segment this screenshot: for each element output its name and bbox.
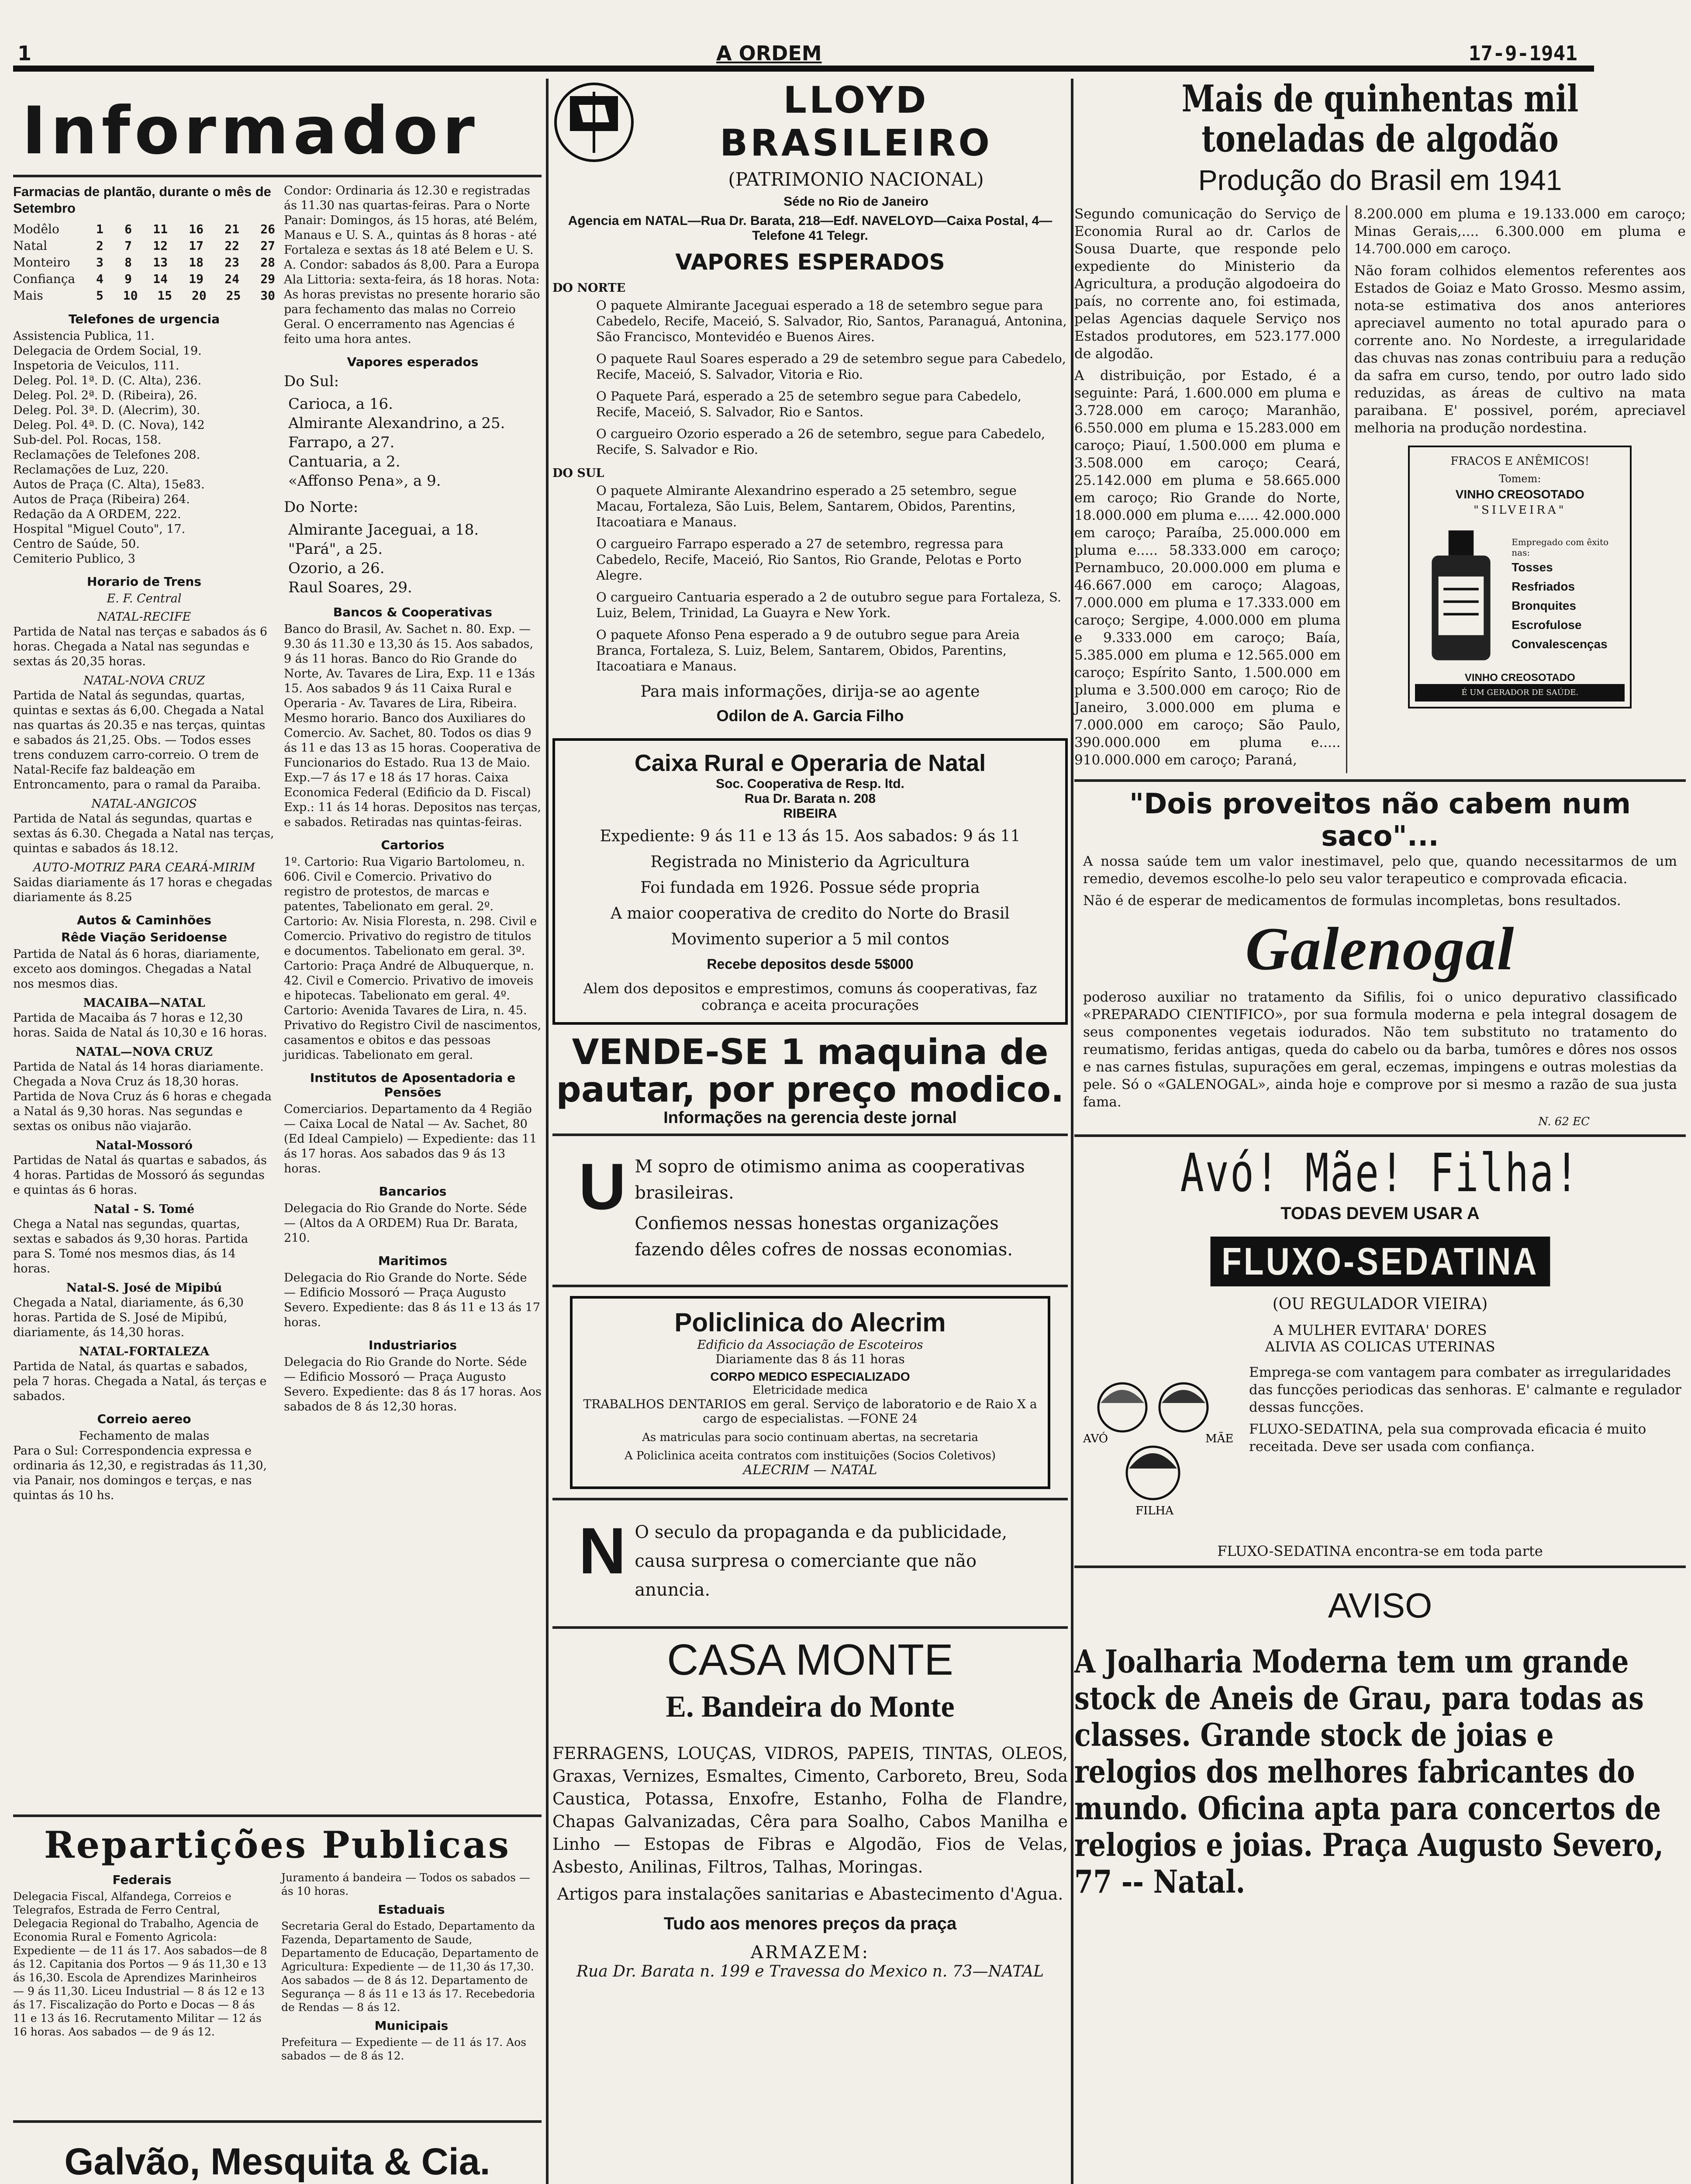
rule (552, 1626, 1068, 1629)
algodao-article (1074, 79, 1686, 197)
algodao-right (1354, 205, 1686, 773)
lloyd-header (552, 79, 1068, 209)
creosotado-item: Tosses (1512, 560, 1553, 574)
newspaper-name: A ORDEM (716, 41, 822, 65)
fluxo-l1: A MULHER EVITARA' DORES (1273, 1322, 1487, 1338)
casa-sub: E. Bandeira do Monte (666, 1690, 955, 1724)
lloyd-sul-ship: O paquete Almirante Alexandrino esperado a 25 setembro, segue Macau, Fortaleza, São Luis, Belem, Santarem, Obidos, Parentins, Itacoatiara e Manaus. (596, 483, 1017, 529)
phone-entry: Centro de Saúde, 50. (13, 537, 140, 551)
lloyd-agency: Agencia em NATAL—Rua Dr. Barata, 218—Edf. NAVELOYD—Caixa Postal, 4—Telefone 41 Telegr. (568, 214, 1053, 243)
algodao-body (1074, 205, 1686, 773)
pharmacy-days (96, 238, 275, 254)
phone-entry: Reclamações de Telefones 208. (13, 448, 200, 462)
phone-entry: Inspetoria de Veiculos, 111. (13, 359, 179, 373)
pharmacy-row (13, 221, 275, 238)
policlinica-l4: Eletricidade medica (752, 1384, 868, 1397)
creosotado-item: Escrofulose (1512, 618, 1582, 632)
casa-text2: Artigos para instalações sanitarias e Abastecimento d'Agua. (557, 1884, 1063, 1904)
pharmacy-day: 10 (123, 288, 138, 303)
casa-text: FERRAGENS, LOUÇAS, VIDROS, PAPEIS, TINTAS, OLEOS, Graxas, Vernizes, Esmaltes, Cimento, Carboreto, Breu, Soda Caustica, Potassa, Enxofre, Estanho, Folha de Flandre, Chapas Galvanizadas, Cêra para Soalho, Cabos Manilha e Linho — Estopas de Fibras e Algodão, Fios de Velas, Asbesto, Anilinas, Filtros, Talhas, Moringas. (552, 1744, 1068, 1876)
phone-entry: Deleg. Pol. 2ª. D. (Ribeira), 26. (13, 389, 197, 402)
norte-item: Almirante Jaceguai, a 18. (288, 521, 479, 539)
galenogal-p2: Não é de esperar de medicamentos de formulas incompletas, bons resultados. (1083, 893, 1621, 909)
sopro-initial: U (579, 1150, 626, 1223)
aviso-ad (1074, 1586, 1686, 1900)
pharmacy-day: 24 (224, 272, 239, 286)
pharmacy-day: 19 (189, 272, 204, 286)
bancarios-text: Delegacia do Rio Grande do Norte. Séde — (Altos da A ORDEM) Rua Dr. Barata, 210. (284, 1202, 527, 1245)
train-group-name: NATAL-RECIFE (97, 610, 191, 624)
sopro-text: M sopro de otimismo anima as cooperativas brasileiras. (635, 1157, 1025, 1203)
mail-text: Para o Sul: Correspondencia expressa e ordinaria ás 12,30, e registradas ás 11,30, via Panair, nos domingos e terças, e nas quintas ás 10 hs. (13, 1444, 267, 1502)
bus-group-text: Partida de Macaiba ás 7 horas e 12,30 horas. Saida de Natal ás 10,30 e 16 horas. (13, 1011, 267, 1040)
algodao-left (1074, 205, 1347, 773)
trains-sub: E. F. Central (107, 592, 182, 605)
train-group-name: NATAL-NOVA CRUZ (83, 674, 205, 688)
bus-group-name: Natal-Mossoró (95, 1139, 193, 1152)
fig-filha-label: FILHA (1135, 1504, 1174, 1517)
rule (552, 1498, 1068, 1500)
policlinica-l2: Diariamente das 8 ás 11 horas (715, 1352, 905, 1366)
header-rule (13, 66, 1594, 72)
lloyd-sul-label: DO SUL (552, 467, 604, 480)
casa-addr: Rua Dr. Barata n. 199 e Travessa do Mexico n. 73—NATAL (576, 1963, 1044, 1980)
estaduais-heading: Estaduais (378, 1902, 445, 1917)
creosotado-items (1512, 558, 1625, 654)
pharmacy-row (13, 287, 275, 304)
pharmacy-day: 13 (153, 255, 168, 270)
train-group-text: Partida de Natal nas terças e sabados ás 6 horas. Chegada a Natal nas segundas e sextas ás 20,35 horas. (13, 625, 268, 668)
bus-group-name: Natal - S. Tomé (93, 1203, 195, 1216)
pharmacy-day: 7 (124, 238, 132, 253)
column-divider (546, 79, 549, 2184)
pharmacy-day: 6 (124, 222, 132, 236)
pharmacy-name: Modêlo (13, 222, 59, 236)
right-column (1074, 79, 1686, 2184)
instituto-heading: Institutos de Aposentadoria e Pensões (310, 1071, 516, 1099)
galenogal-p3: poderoso auxiliar no tratamento da Sifilis, foi o unico depurativo classificado «PREPARADO CIENTIFICO», por sua formula moderna e pela integral dosagem de seus componentes vegetais iodurados. Não tem substituto no tratamento do reumatismo, feridas antigas, queda do cabelo ou da barba, tumôres e dôres nos ossos e nas carnes fistulas, supurações em geral, eczemas, impingens e outras molestias da pele. Só o «GALENOGAL», ainda hoje e comprove por si mesmo a razão de sua justa fama. (1083, 989, 1677, 1110)
reparticoes-title: Repartições Publicas (44, 1823, 511, 1866)
bancarios-heading: Bancarios (379, 1184, 447, 1199)
pharmacy-day: 12 (153, 238, 168, 253)
cartorios-heading: Cartorios (381, 838, 445, 852)
pharmacy-day: 8 (124, 255, 132, 270)
galenogal-ad (1074, 788, 1686, 1128)
pharmacy-days (96, 254, 275, 271)
pharmacy-day: 25 (226, 288, 241, 303)
pharmacy-day: 5 (96, 288, 104, 303)
pharmacy-day: 2 (96, 238, 104, 253)
pharmacy-name: Monteiro (13, 255, 70, 270)
seculo-initial: N (579, 1514, 626, 1587)
galenogal-title: "Dois proveitos não cabem num saco"... (1129, 788, 1631, 853)
aviso-text: A Joalharia Moderna tem um grande stock de Aneis de Grau, para todas as classes. Grande stock de joias e relogios dos melhores fabricantes do mundo. Oficina apta para concertos de relogios e joias. Praça Augusto Severo, 77 -- Natal. (1074, 1643, 1664, 1900)
sul-heading: Do Sul: (284, 373, 339, 390)
pharmacy-day: 29 (260, 272, 275, 286)
galenogal-p1: A nossa saúde tem um valor inestimavel, pelo que, quando necessitarmos de um remedio, devemos escolhe-lo pelo seu valor terapeutico e comprovada eficacia. (1083, 854, 1677, 887)
informador-title: Informador (22, 93, 479, 169)
algodao-p2: A distribuição, por Estado, é a seguinte: Pará, 1.600.000 em pluma e 3.728.000 em caroço; Maranhão, 6.550.000 em pluma e 15.283.000 em caroço; Piauí, 1.500.000 em pluma e 3.508.000 em caroço; Ceará, 25.142.000 em pluma e 58.665.000 em caroço; Rio Grande do Norte, 18.000.000 em pluma e..... 42.000.000 em caroço; Paraíba, 25.000.000 em pluma e..... 58.333.000 em caroço; Pernambuco, 20.000.000 em pluma e 46.667.000 em caroço; Alagoas, 7.000.000 em pluma e 17.333.000 em caroço; Sergipe, 4.000.000 em pluma e 9.333.000 em caroço; Baía, 5.385.000 em pluma e 12.565.000 em caroço; Espírito Santo, 1.500.000 em pluma e 3.500.000 em caroço; Rio de Janeiro, 3.000.000 em pluma e 7.000.000 em caroço; São Paulo, 390.000.000 em pluma e..... 910.000.000 em caroço; Paraná, (1074, 368, 1341, 768)
creosotado-take: Tomem: (1499, 473, 1541, 485)
column-divider (1071, 79, 1073, 2184)
lloyd-sul-list (552, 483, 1068, 674)
instituto-text: Comerciarios. Departamento da 4 Região — Caixa Local de Natal — Av. Sachet, 80 (Ed Ideal Campielo) — Expediente: das 11 ás 17 horas. Aos sabados das 9 ás 13 horas. (284, 1102, 537, 1175)
phone-entry: Reclamações de Luz, 220. (13, 463, 169, 477)
fig-avo-label: AVÓ (1083, 1432, 1108, 1445)
page-number: 1 (17, 41, 32, 65)
phone-entry: Deleg. Pol. 4ª. D. (C. Nova), 142 (13, 418, 205, 432)
caixa-sub1: Soc. Cooperativa de Resp. ltd. (716, 777, 904, 791)
phone-entry: Delegacia de Ordem Social, 19. (13, 344, 202, 358)
pharmacy-day: 4 (96, 272, 104, 286)
vapores-list (284, 372, 542, 597)
lloyd-sul-ship: O paquete Afonso Pena esperado a 9 de outubro segue para Areia Branca, Fortaleza, S. Luiz, Belem, Santarem, Obidos, Parentins, Itacoatiara e Manaus. (596, 627, 1020, 674)
caixa-l2: Foi fundada em 1926. Possue séde propria (640, 879, 980, 897)
maritimos-heading: Maritimos (378, 1254, 448, 1268)
phone-entry: Deleg. Pol. 3ª. D. (Alecrim), 30. (13, 404, 200, 417)
vende-title: VENDE-SE 1 maquina de pautar, por preço modico. (556, 1032, 1064, 1110)
lloyd-seat: Séde no Rio de Janeiro (783, 194, 928, 209)
fluxo-brand: FLUXO-SEDATINA (1210, 1237, 1550, 1286)
lloyd-norte-list (552, 297, 1068, 457)
policlinica-l1: Edificio da Associação de Escoteiros (697, 1337, 923, 1352)
casa-arm: ARMAZEM: (750, 1942, 870, 1963)
lloyd-norte-ship: O cargueiro Ozorio esperado a 26 de setembro, segue para Cabedelo, Recife, S. Salvador e Rio. (596, 426, 1046, 457)
policlinica-ad (570, 1296, 1050, 1489)
rule (552, 1133, 1068, 1136)
buses-text: Partida de Natal ás 6 horas, diariamente, exceto aos domingos. Chegadas a Natal nos mesmos dias. (13, 947, 260, 991)
algodao-subtitle: Produção do Brasil em 1941 (1198, 164, 1562, 196)
lloyd-flag-icon (552, 79, 635, 166)
galvao-ad (13, 2114, 542, 2184)
trains-heading: Horario de Trens (87, 574, 201, 589)
vende-sub: Informações na gerencia deste jornal (663, 1109, 957, 1127)
caixa-ad (552, 738, 1068, 1025)
seculo-ad (579, 1514, 1042, 1609)
norte-item: "Pará", a 25. (288, 540, 383, 558)
train-group-text: Partida de Natal ás segundas, quartas e sextas ás 6.30. Chegada a Natal nas terças, quintas e sabados ás 18.12. (13, 812, 274, 855)
policlinica-l3: CORPO MEDICO ESPECIALIZADO (710, 1370, 910, 1383)
reparticoes-left (13, 1871, 271, 2067)
galenogal-logo: Galenogal (1245, 915, 1515, 983)
caixa-title: Caixa Rural e Operaria de Natal (634, 750, 986, 776)
norte-item: Raul Soares, 29. (288, 579, 412, 596)
norte-list (288, 520, 542, 597)
fig-mae-label: MÃE (1205, 1432, 1234, 1445)
estaduais-text: Secretaria Geral do Estado, Departamento da Fazenda, Departamento de Saude, Departamento de Educação, Departamento de Agricultura: Expediente — de 11,30 ás 17,30. Aos sabados — de 8 ás 12. Departamento de Segurança — 8 ás 11 e 13 ás 17. Recebedoria de Rendas — 8 ás 12. (281, 1920, 539, 2014)
pharmacy-name: Natal (13, 238, 48, 253)
pharmacy-day: 14 (153, 272, 168, 286)
bus-group-text: Chega a Natal nas segundas, quartas, sextas e sabados ás 9,30 horas. Partida para S. Tomé nos mesmos dias, ás 14 horas. (13, 1217, 248, 1275)
pharmacy-day: 21 (224, 222, 239, 236)
informador-right (284, 183, 542, 1419)
mail-sub: Fechamento de malas (79, 1429, 210, 1443)
creosotado-item: Resfriados (1512, 580, 1575, 593)
creosotado-tag: É UM GERADOR DE SAÚDE. (1415, 684, 1625, 702)
lloyd-norte-ship: O paquete Raul Soares esperado a 29 de setembro segue para Cabedelo, Recife, Maceió, S. Salvador, Vitoria e Rio. (596, 351, 1066, 382)
lloyd-sul-ship: O cargueiro Farrapo esperado a 27 de setembro, regressa para Cabedelo, Recife, Maceió, Rio Santos, Rio Grande, Pelotas e Porto Alegre. (596, 536, 1022, 583)
pharmacy-days (96, 271, 275, 287)
casa-monte-ad (552, 1635, 1068, 1980)
page-header (0, 0, 1691, 72)
vende-ad (552, 1033, 1068, 1127)
pharmacy-name: Mais (13, 288, 43, 303)
rule (552, 1285, 1068, 1287)
three-women-illustration-icon (1074, 1364, 1240, 1538)
industriarios-text: Delegacia do Rio Grande do Norte. Séde — Edificio Mossoró — Praça Augusto Severo. Expediente: das 8 ás 17 horas. Aos sabados de 8 ás 12,30 horas. (284, 1355, 542, 1413)
algodao-title: Mais de quinhentas mil toneladas de algodão (1181, 77, 1579, 160)
sul-item: Almirante Alexandrino, a 25. (288, 415, 505, 432)
phone-entry: Cemiterio Publico, 3 (13, 552, 135, 566)
municipais-heading: Municipais (374, 2018, 449, 2033)
pharmacy-table (13, 221, 275, 304)
lloyd-info: Para mais informações, dirija-se ao agente (640, 683, 980, 701)
lloyd-norte-label: DO NORTE (552, 281, 626, 295)
pharmacy-day: 15 (157, 288, 173, 303)
caixa-l4: Movimento superior a 5 mil contos (671, 930, 949, 948)
phone-entry: Redação da A ORDEM, 222. (13, 508, 181, 521)
rule (1074, 779, 1686, 782)
phone-entry: Autos de Praça (C. Alta), 15e83. (13, 478, 205, 491)
creosotado-bottom: VINHO CREOSOTADO (1464, 672, 1575, 684)
pharmacy-day: 11 (153, 222, 168, 236)
rule (13, 175, 542, 177)
fluxo-l2: ALIVIA AS COLICAS UTERINAS (1265, 1338, 1495, 1355)
caixa-sub3: RIBEIRA (783, 806, 837, 821)
pharmacy-row (13, 238, 275, 254)
mail-heading: Correio aereo (97, 1412, 191, 1426)
norte-item: Ozorio, a 26. (288, 560, 385, 577)
bus-group-text: Partida de Natal ás 14 horas diariamente. Chegada a Nova Cruz ás 18,30 horas. Partida de Nova Cruz ás 6 horas e chegada a Natal ás 9,30 horas. Nas segundas e sextas os onibus não viajarão. (13, 1060, 272, 1133)
banks-heading: Bancos & Cooperativas (333, 605, 493, 619)
lloyd-title: LLOYD BRASILEIRO (720, 79, 992, 164)
pharmacy-name: Confiança (13, 272, 76, 286)
lloyd-norte-ship: O Paquete Pará, esperado a 25 de setembro segue para Cabedelo, Recife, Maceió, S. Salvador, Rio e Santos. (596, 389, 1022, 419)
rule (1074, 1134, 1686, 1137)
lloyd-agent: Odilon de A. Garcia Filho (716, 707, 904, 725)
policlinica-l6: As matriculas para socio continuam abertas, na secretaria (642, 1431, 978, 1444)
pharmacy-row (13, 271, 275, 287)
pharmacy-days (96, 287, 275, 304)
cartorios-text: 1º. Cartorio: Rua Vigario Bartolomeu, n. 606. Civil e Comercio. Privativo do registro de protestos, de marcas e patentes, Tabelionato em geral. 2º. Cartorio: Av. Nisia Floresta, n. 298. Civil e Comercio. Privativo do registro de titulos e documentos. Tabelionato em geral. 3º. Cartorio: Praça André de Albuquerque, n. 42. Civil e Comercio. Privativo de imoveis e hipotecas. Tabelionato em geral. 4º. Cartorio: Avenida Tavares de Lira, n. 45. Privativo do Registro Civil de nascimentos, casamentos e obitos e das pessoas juridicas. Tabelionato em geral. (284, 855, 542, 1062)
sul-list (288, 394, 542, 491)
pharmacy-day: 22 (224, 238, 239, 253)
train-group-text: Saidas diariamente ás 17 horas e chegadas diariamente ás 8.25 (13, 876, 273, 904)
pharmacy-day: 16 (189, 222, 204, 236)
creosotado-name: VINHO CREOSOTADO (1455, 487, 1584, 501)
pharmacy-day: 28 (260, 255, 275, 270)
creosotado-brand: "SILVEIRA" (1474, 504, 1567, 517)
middle-column (552, 79, 1068, 2184)
phones-list (13, 329, 275, 567)
norte-heading: Do Norte: (284, 498, 359, 516)
vapores-heading: Vapores esperados (347, 355, 479, 369)
fluxo-reg: (OU REGULADOR VIEIRA) (1272, 1295, 1488, 1313)
casa-price: Tudo aos menores preços da praça (663, 1914, 957, 1933)
phone-entry: Sub-del. Pol. Rocas, 158. (13, 433, 162, 447)
lloyd-vapores: VAPORES ESPERADOS (675, 249, 945, 275)
bus-list (13, 996, 275, 1404)
banks-text: Banco do Brasil, Av. Sachet n. 80. Exp. — 9.30 ás 11.30 e 13,30 ás 15. Aos sabados, 9 ás 11 horas. Banco do Rio Grande do Norte, Av. Tavares de Lira, Exp. 11 e 13ás 15. Aos sabados 9 ás 11 Caixa Rural e Operaria - Av. Tavares de Lira, Ribeira. Mesmo horario. Banco dos Auxiliares do Comercio. Av. Sachet, 80. Todos os dias 9 ás 11 e das 13 as 15 horas. Cooperativa de Funcionarios do Estado. Rua 13 de Maio. Exp.—7 ás 17 e 18 ás 17 horas. Caixa Economica Federal (Edificio da D. Fiscal) Exp.: 11 ás 14 horas. Depositos nas terças, e sabados. Retiradas nas quintas-feiras. (284, 622, 542, 829)
policlinica-title: Policlinica do Alecrim (674, 1308, 946, 1337)
rule (1074, 1565, 1686, 1568)
pharmacy-row (13, 254, 275, 271)
creosotado-item: Bronquites (1512, 599, 1577, 612)
algodao-p4: Não foram colhidos elementos referentes aos Estados de Goiaz e Mato Grosso. Mesmo assim, nota-se estimativa dos anos anteriores apreciavel aumento no total apurado para o corrente ano. No Nordeste, a irregularidade das chuvas nas zonas contribuiu para a redução da safra em curso, tendo, por outro lado sido reduzidas, as áreas de cultivo na mata paraibana. E' possivel, porém, apreciavel melhoria na produção nordestina. (1354, 263, 1686, 436)
pharmacy-day: 18 (189, 255, 204, 270)
municipais-text: Prefeitura — Expediente — de 11 ás 17. Aos sabados — de 8 ás 12. (281, 2036, 527, 2062)
lloyd-subtitle: (PATRIMONIO NACIONAL) (728, 169, 984, 190)
train-group-name: AUTO-MOTRIZ PARA CEARÁ-MIRIM (33, 861, 255, 874)
lloyd-sul-ship: O cargueiro Cantuaria esperado a 2 de outubro segue para Fortaleza, S. Luiz, Belem, Trinidad, La Guayra e New York. (596, 590, 1062, 620)
federais-heading: Federais (112, 1873, 172, 1887)
buses-heading: Autos & Caminhões (77, 913, 211, 927)
juramento-text: Juramento á bandeira — Todos os sabados — ás 10 horas. (281, 1871, 530, 1897)
algodao-p1: Segundo comunicação do Serviço de Economia Rural ao dr. Carlos de Sousa Duarte, que responde pelo expediente do Ministerio da Agricultura, a produção algodoeira do país, no corrente ano, foi estimada, pelas Agencias daquele Serviço nos Estados produtores, em 523.177.000 de algodão. (1074, 206, 1341, 362)
pharmacy-day: 1 (96, 222, 104, 236)
pharmacy-day: 20 (192, 288, 207, 303)
phone-entry: Assistencia Publica, 11. (13, 329, 155, 343)
galenogal-code: N. 62 EC (1538, 1115, 1590, 1128)
pharmacy-day: 27 (260, 238, 275, 253)
caixa-l5: Recebe depositos desde 5$000 (707, 956, 914, 972)
pharmacy-heading: Farmacias de plantão, durante o mês de Setembro (13, 184, 271, 216)
pharmacy-day: 23 (224, 255, 239, 270)
bus-group-name: Natal-S. José de Mipibú (66, 1281, 222, 1295)
phone-entry: Hospital "Miguel Couto", 17. (13, 522, 186, 536)
galvao-title: Galvão, Mesquita & Cia. (64, 2141, 490, 2183)
pharmacy-day: 17 (189, 238, 204, 253)
phone-entry: Autos de Praça (Ribeira) 264. (13, 493, 190, 506)
caixa-hours: Expediente: 9 ás 11 e 13 ás 15. Aos sabados: 9 ás 11 (600, 827, 1021, 845)
industriarios-heading: Industriarios (369, 1338, 457, 1352)
pharmacy-day: 30 (260, 288, 275, 303)
rule (13, 2120, 542, 2123)
sopro-ad (579, 1150, 1042, 1267)
bus-group-text: Partidas de Natal ás quartas e sabados, ás 4 horas. Partidas de Mossoró ás segundas e quintas ás 6 horas. (13, 1154, 267, 1197)
pharmacy-days (96, 221, 275, 238)
sul-item: Farrapo, a 27. (288, 434, 395, 451)
caixa-l6: Alem dos depositos e emprestimos, comuns ás cooperativas, faz cobrança e aceita procurações (583, 980, 1037, 1013)
buses-sub: Rêde Viação Seridoense (61, 930, 227, 944)
creosotado-use: Empregado com êxito nas: (1512, 537, 1609, 558)
rule (13, 1814, 542, 1817)
policlinica-l5: TRABALHOS DENTARIOS em geral. Serviço de laboratorio e de Raio X a cargo de especialistas. —FONE 24 (583, 1397, 1037, 1426)
bus-group-text: Chegada a Natal, diariamente, ás 6,30 horas. Partida de S. José de Mipibú, diariamente, ás 14,30 horas. (13, 1296, 244, 1339)
caixa-sub2: Rua Dr. Barata n. 208 (744, 791, 876, 806)
caixa-l3: A maior cooperativa de credito do Norte do Brasil (611, 905, 1010, 923)
bus-group-name: NATAL—NOVA CRUZ (76, 1045, 213, 1059)
creosotado-ad (1408, 446, 1632, 708)
train-group-text: Partida de Natal ás segundas, quartas, quintas e sextas ás 6,00. Chegada a Natal nas quartas ás 20.35 e nas terças, quintas e sabados ás 21,25. Obs. — Todos esses trens conduzem carro-correio. O trem de Natal-Recife faz baldeação em Entroncamento, para o ramal da Paraiba. (13, 689, 266, 791)
phones-heading: Telefones de urgencia (68, 312, 220, 326)
aviso-title: AVISO (1328, 1586, 1432, 1625)
train-group-name: NATAL-ANGICOS (91, 797, 197, 811)
creosotado-top: FRACOS E ANÊMICOS! (1450, 455, 1590, 468)
sul-item: Cantuaria, a 2. (288, 453, 400, 470)
bus-group-name: MACAIBA—NATAL (83, 996, 205, 1010)
algodao-p3: 8.200.000 em pluma e 19.133.000 em caroço; Minas Gerais,.... 6.300.000 em pluma e 14.700.000 em caroço. (1354, 206, 1686, 257)
fluxo-l5: FLUXO-SEDATINA encontra-se em toda parte (1217, 1543, 1543, 1559)
train-list (13, 610, 275, 905)
fluxo-ad (1074, 1143, 1686, 1559)
fluxo-l4: FLUXO-SEDATINA, pela sua comprovada eficacia é muito receitada. Deve ser usada com confiança. (1249, 1421, 1646, 1455)
seculo-text: O seculo da propaganda e da publicidade, causa surpresa o comerciante que não anuncia. (635, 1522, 1008, 1600)
medicine-bottle-icon (1415, 523, 1507, 667)
federais-text: Delegacia Fiscal, Alfandega, Correios e Telegrafos, Estrada de Ferro Central, Delegacia Regional do Trabalho, Agencia de Economia Rural e Fomento Agricola: Expediente — de 11 ás 17. Aos sabados—de 8 ás 12. Capitania dos Portos — 9 ás 11,30 e 13 ás 16,30. Escola de Aprendizes Marinheiros — 9 ás 11,30. Liceu Industrial — 8 ás 12 e 13 ás 17. Fiscalização do Porto e Docas — 8 ás 11 e 13 ás 16. Recrutamento Militar — 12 ás 16 horas. Aos sabados — de 9 ás 12. (13, 1890, 267, 2038)
reparticoes-right (281, 1871, 542, 2067)
policlinica-l7: A Policlinica aceita contratos com instituições (Socios Coletivos) (625, 1449, 996, 1462)
condor-text: Condor: Ordinaria ás 12.30 e registradas ás 11.30 nas quartas-feiras. Para o Norte Panair: Domingos, ás 15 horas, até Belém, Manaus e U. S. A., quintas ás 8 horas - até Fortaleza e sextas ás 18 até Belem e U. S. A. Condor: sabados ás 8,00. Para a Europa Ala Littoria: sexta-feira, ás 18 horas. Nota: As horas previstas no presente horario são para fechamento das malas no Correio Geral. O encerramento nas Agencias é feito uma hora antes. (284, 184, 540, 346)
fluxo-sub: TODAS DEVEM USAR A (1280, 1204, 1480, 1223)
sopro-text2: Confiemos nessas honestas organizações fazendo dêles cofres de nossas economias. (635, 1213, 1013, 1260)
creosotado-item: Convalescenças (1512, 637, 1608, 651)
pharmacy-day: 9 (124, 272, 132, 286)
lloyd-norte-ship: O paquete Almirante Jaceguai esperado a 18 de setembro segue para Cabedelo, Recife, Maceió, S. Salvador, Rio, Santos, Paranaguá, Antonina, São Francisco, Montevidéo e Buenos Aires. (596, 298, 1067, 344)
informador-section (13, 79, 542, 1878)
sul-item: Carioca, a 16. (288, 395, 393, 413)
fluxo-title: Avó! Mãe! Filha! (1180, 1143, 1580, 1204)
reparticoes-section (13, 1808, 542, 2070)
bus-group-text: Partida de Natal, ás quartas e sabados, pela 7 horas. Chegada a Natal, ás terças e sabados. (13, 1360, 267, 1403)
phone-entry: Deleg. Pol. 1ª. D. (C. Alta), 236. (13, 374, 202, 387)
page-date: 17-9-1941 (1468, 41, 1577, 65)
bus-group-name: NATAL-FORTALEZA (79, 1345, 210, 1358)
informador-left (13, 183, 275, 1507)
casa-title: CASA MONTE (667, 1635, 953, 1684)
caixa-l1: Registrada no Ministerio da Agricultura (650, 853, 970, 871)
pharmacy-day: 3 (96, 255, 104, 270)
pharmacy-day: 26 (260, 222, 275, 236)
sul-item: «Affonso Pena», a 9. (288, 472, 441, 490)
policlinica-l8: ALECRIM — NATAL (743, 1462, 877, 1478)
maritimos-text: Delegacia do Rio Grande do Norte. Séde — Edificio Mossoró — Praça Augusto Severo. Expediente: das 8 ás 11 e 13 ás 17 horas. (284, 1271, 540, 1329)
fluxo-l3: Emprega-se com vantagem para combater as irregularidades das funcções periodicas das senhoras. E' calmante e regulador dessas funcções. (1249, 1365, 1681, 1415)
